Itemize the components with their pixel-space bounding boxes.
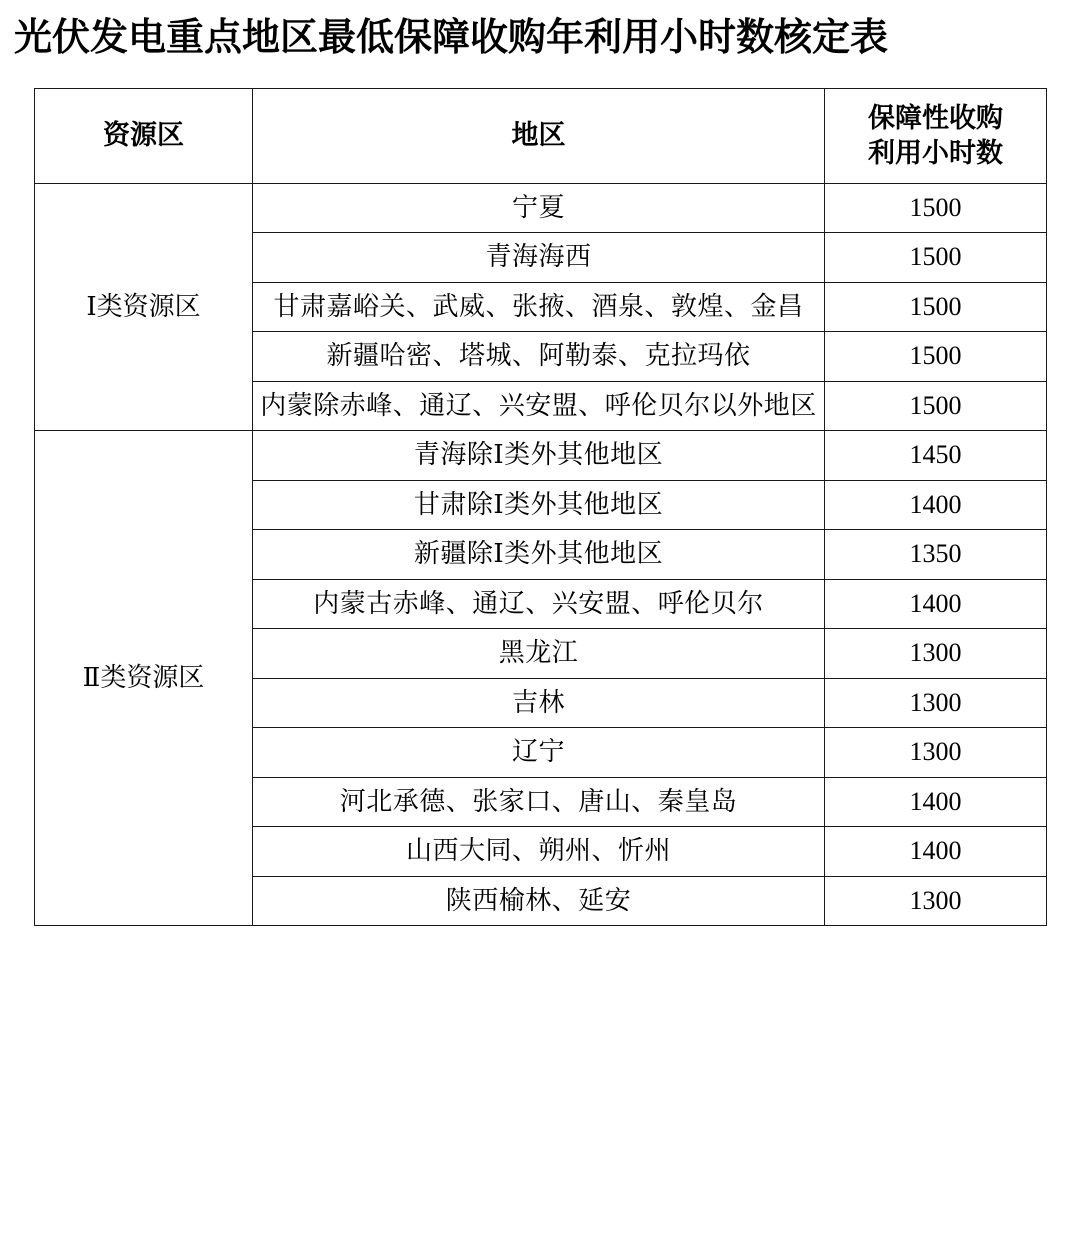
- hours-cell: 1400: [825, 777, 1047, 827]
- table-header: [35, 88, 1047, 183]
- region-cell: 内蒙古赤峰、通辽、兴安盟、呼伦贝尔: [253, 579, 825, 629]
- hours-cell: 1400: [825, 480, 1047, 530]
- region-cell: 青海除Ⅰ类外其他地区: [253, 431, 825, 481]
- hours-cell: 1450: [825, 431, 1047, 481]
- hours-cell: 1500: [825, 233, 1047, 283]
- table-row: [35, 183, 1047, 233]
- region-cell: 甘肃除Ⅰ类外其他地区: [253, 480, 825, 530]
- table-container: [34, 88, 1046, 927]
- document-page: [0, 18, 1080, 1243]
- column-header-hours-line2: 利用小时数: [868, 137, 1003, 168]
- column-header-zone: 资源区: [35, 88, 253, 183]
- column-header-region: 地区: [253, 88, 825, 183]
- guaranteed-purchase-hours-table: [34, 88, 1047, 927]
- resource-zone-cell: Ⅰ类资源区: [35, 183, 253, 431]
- hours-cell: 1400: [825, 827, 1047, 877]
- region-cell: 辽宁: [253, 728, 825, 778]
- column-header-hours-line1: 保障性收购: [868, 102, 1003, 133]
- resource-zone-cell: Ⅱ类资源区: [35, 431, 253, 926]
- hours-cell: 1300: [825, 629, 1047, 679]
- region-cell: 青海海西: [253, 233, 825, 283]
- region-cell: 陕西榆林、延安: [253, 876, 825, 926]
- region-cell: 甘肃嘉峪关、武威、张掖、酒泉、敦煌、金昌: [253, 282, 825, 332]
- hours-cell: 1300: [825, 876, 1047, 926]
- region-cell: 吉林: [253, 678, 825, 728]
- region-cell: 河北承德、张家口、唐山、秦皇岛: [253, 777, 825, 827]
- hours-cell: 1400: [825, 579, 1047, 629]
- hours-cell: 1300: [825, 728, 1047, 778]
- page-title: 光伏发电重点地区最低保障收购年利用小时数核定表: [14, 17, 889, 59]
- hours-cell: 1500: [825, 183, 1047, 233]
- hours-cell: 1350: [825, 530, 1047, 580]
- region-cell: 新疆除Ⅰ类外其他地区: [253, 530, 825, 580]
- hours-cell: 1500: [825, 381, 1047, 431]
- region-cell: 黑龙江: [253, 629, 825, 679]
- table-row: [35, 431, 1047, 481]
- hours-cell: 1300: [825, 678, 1047, 728]
- column-header-hours: [825, 88, 1047, 183]
- hours-cell: 1500: [825, 282, 1047, 332]
- region-cell: 新疆哈密、塔城、阿勒泰、克拉玛依: [253, 332, 825, 382]
- region-cell: 山西大同、朔州、忻州: [253, 827, 825, 877]
- hours-cell: 1500: [825, 332, 1047, 382]
- region-cell: 宁夏: [253, 183, 825, 233]
- table-header-row: [35, 88, 1047, 183]
- region-cell: 内蒙除赤峰、通辽、兴安盟、呼伦贝尔以外地区: [253, 381, 825, 431]
- table-body: [35, 183, 1047, 926]
